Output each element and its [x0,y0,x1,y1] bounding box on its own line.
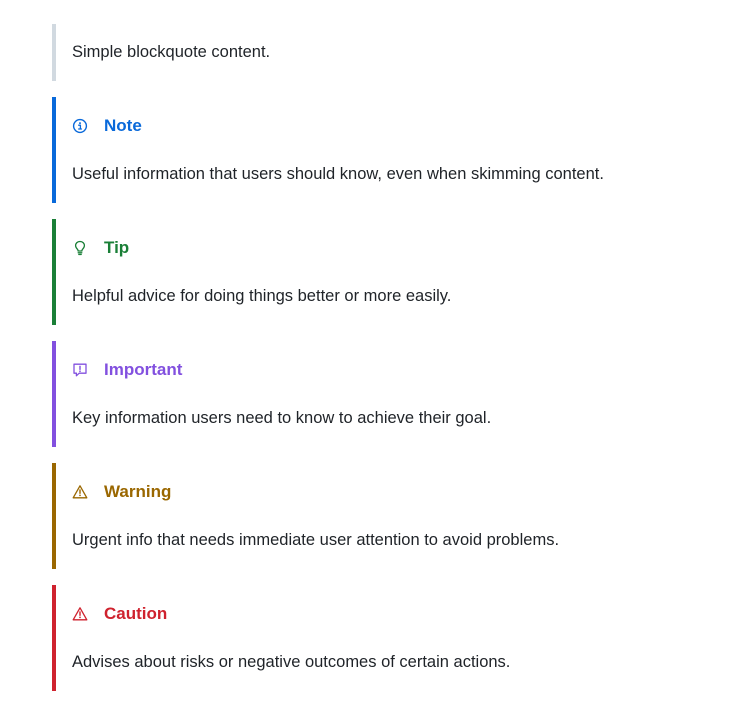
alert-tip [52,219,712,325]
alert-warning-title: Warning [104,482,172,501]
alert-note-text: Useful information that users should know, even when skimming content. [72,165,604,183]
alert-note-title-row [72,114,142,138]
alert-note-title: Note [104,116,142,135]
alert-important-title: Important [104,360,183,379]
report-icon [72,362,88,378]
alert-important-text: Key information users need to know to achieve their goal. [72,409,492,427]
alert-caution-title-row [72,602,167,626]
alert-tip-text: Helpful advice for doing things better or more easily. [72,287,452,305]
stop-icon [72,606,88,622]
alert-warning-title-row [72,480,171,504]
info-icon [72,118,88,134]
alert-important [52,341,712,447]
alert-warning-text: Urgent info that needs immediate user attention to avoid problems. [72,531,560,549]
alert-important-title-row [72,358,182,382]
blockquote-text: Simple blockquote content. [72,43,271,61]
alert-caution [52,585,712,691]
blockquote [52,24,712,81]
alert-caution-text: Advises about risks or negative outcomes of certain actions. [72,653,511,671]
light-bulb-icon [72,240,88,256]
alert-note [52,97,712,203]
alert-tip-title: Tip [104,238,130,257]
alert-caution-title: Caution [104,604,168,623]
alert-warning [52,463,712,569]
alert-icon [72,484,88,500]
alert-tip-title-row [72,236,129,260]
